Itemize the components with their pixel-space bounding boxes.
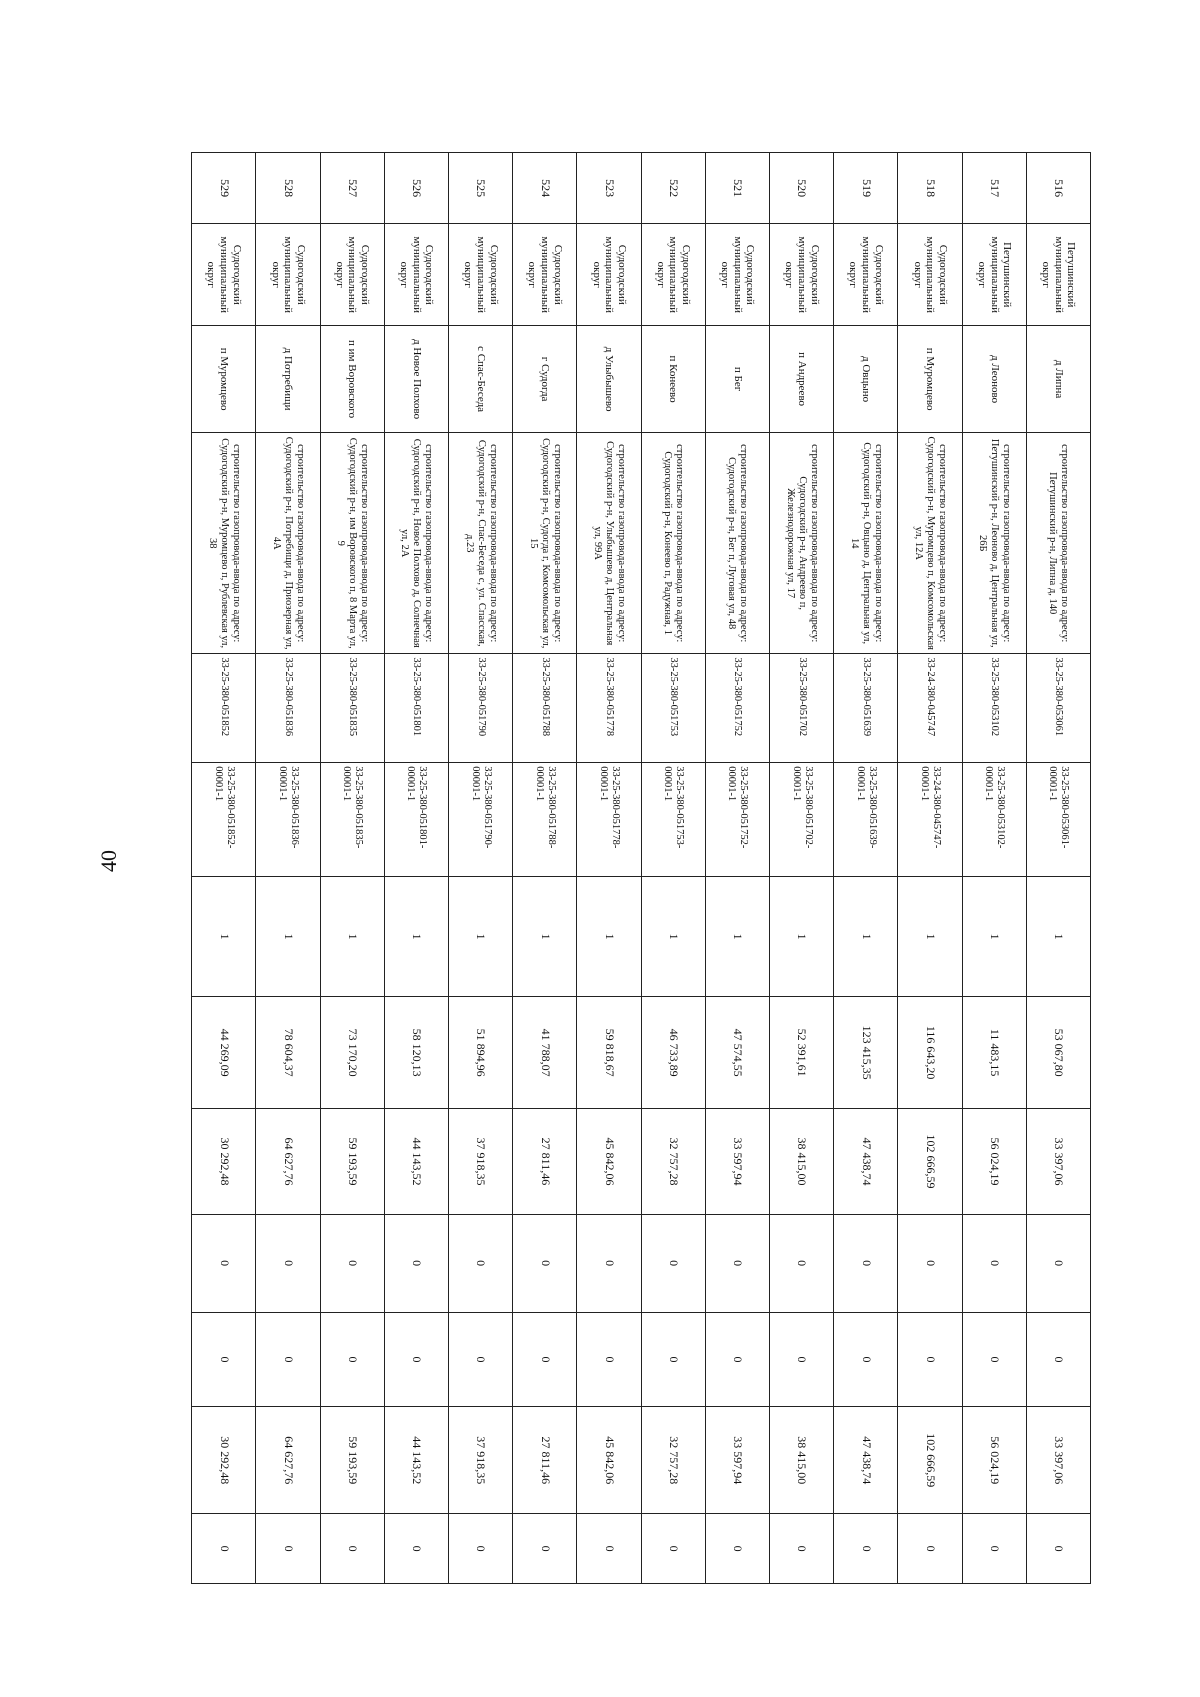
- settlement-cell: п Муромцево: [192, 326, 256, 433]
- description-cell: строительство газопровода-ввода по адресу: Судогодский р-н, Муромцево п, Комсомольская ул, 12А: [898, 433, 962, 654]
- object-id-cell: 33-25-380-051788-00001-1: [513, 763, 577, 877]
- table-row: [705, 153, 769, 1584]
- amount-2-cell: 102 666,59: [898, 1109, 962, 1214]
- table-row: [962, 153, 1026, 1584]
- amount-5-cell: 37 918,35: [448, 1407, 512, 1514]
- amount-3-cell: 0: [256, 1214, 320, 1312]
- amount-3-cell: 0: [384, 1214, 448, 1312]
- amount-1-cell: 58 120,13: [384, 996, 448, 1108]
- code-cell: 33-25-380-053102: [962, 654, 1026, 763]
- amount-2-cell: 30 292,48: [192, 1109, 256, 1214]
- amount-6-cell: 0: [834, 1514, 898, 1584]
- object-id-cell: 33-25-380-051639-00001-1: [834, 763, 898, 877]
- amount-4-cell: 0: [962, 1312, 1026, 1407]
- count-cell: 1: [769, 877, 833, 997]
- district-cell: Судогодский муниципальный округ: [834, 224, 898, 326]
- table-row: [320, 153, 384, 1584]
- count-cell: 1: [898, 877, 962, 997]
- table-row: [384, 153, 448, 1584]
- amount-1-cell: 11 483,15: [962, 996, 1026, 1108]
- settlement-cell: п им Воровского: [320, 326, 384, 433]
- row-number: 524: [513, 153, 577, 224]
- description-cell: строительство газопровода-ввода по адресу: Судогодский р-н, Потребищи д, Приозерная ул, 4А: [256, 433, 320, 654]
- description-cell: строительство газопровода-ввода по адресу: Судогодский р-н, Улыбышево д, Центральная ул, 99А: [577, 433, 641, 654]
- code-cell: 33-25-380-051752: [705, 654, 769, 763]
- amount-2-cell: 27 811,46: [513, 1109, 577, 1214]
- amount-5-cell: 47 438,74: [834, 1407, 898, 1514]
- count-cell: 1: [320, 877, 384, 997]
- amount-3-cell: 0: [898, 1214, 962, 1312]
- object-id-cell: 33-25-380-053102-00001-1: [962, 763, 1026, 877]
- amount-6-cell: 0: [641, 1514, 705, 1584]
- row-number: 523: [577, 153, 641, 224]
- object-id-cell: 33-25-380-051702-00001-1: [769, 763, 833, 877]
- object-id-cell: 33-25-380-051801-00001-1: [384, 763, 448, 877]
- count-cell: 1: [192, 877, 256, 997]
- row-number: 516: [1026, 153, 1090, 224]
- amount-5-cell: 27 811,46: [513, 1407, 577, 1514]
- amount-6-cell: 0: [769, 1514, 833, 1584]
- amount-1-cell: 53 067,80: [1026, 996, 1090, 1108]
- district-cell: Судогодский муниципальный округ: [641, 224, 705, 326]
- amount-2-cell: 33 397,06: [1026, 1109, 1090, 1214]
- code-cell: 33-25-380-051753: [641, 654, 705, 763]
- row-number: 519: [834, 153, 898, 224]
- amount-4-cell: 0: [384, 1312, 448, 1407]
- amount-4-cell: 0: [641, 1312, 705, 1407]
- amount-4-cell: 0: [898, 1312, 962, 1407]
- amount-5-cell: 45 842,06: [577, 1407, 641, 1514]
- table-row: [577, 153, 641, 1584]
- district-cell: Судогодский муниципальный округ: [769, 224, 833, 326]
- amount-6-cell: 0: [320, 1514, 384, 1584]
- table-row: [1026, 153, 1090, 1584]
- amount-5-cell: 44 143,52: [384, 1407, 448, 1514]
- amount-1-cell: 73 170,20: [320, 996, 384, 1108]
- amount-1-cell: 41 788,07: [513, 996, 577, 1108]
- description-cell: строительство газопровода-ввода по адресу: Петушинский р-н, Леоново д, Центральная ул, 26Б: [962, 433, 1026, 654]
- amount-6-cell: 0: [192, 1514, 256, 1584]
- count-cell: 1: [256, 877, 320, 997]
- amount-3-cell: 0: [448, 1214, 512, 1312]
- object-id-cell: 33-25-380-051752-00001-1: [705, 763, 769, 877]
- table-row: [769, 153, 833, 1584]
- description-cell: строительство газопровода-ввода по адресу: Судогодский р-н, Овцыно д, Центральная ул, 14: [834, 433, 898, 654]
- district-cell: Судогодский муниципальный округ: [256, 224, 320, 326]
- code-cell: 33-24-380-045747: [898, 654, 962, 763]
- amount-4-cell: 0: [1026, 1312, 1090, 1407]
- amount-3-cell: 0: [192, 1214, 256, 1312]
- amount-5-cell: 33 597,94: [705, 1407, 769, 1514]
- amount-5-cell: 32 757,28: [641, 1407, 705, 1514]
- amount-1-cell: 47 574,55: [705, 996, 769, 1108]
- code-cell: 33-25-380-051836: [256, 654, 320, 763]
- row-number: 518: [898, 153, 962, 224]
- settlement-cell: с Спас-Беседа: [448, 326, 512, 433]
- object-id-cell: 33-25-380-053061-00001-1: [1026, 763, 1090, 877]
- description-cell: строительство газопровода-ввода по адресу: Судогодский р-н, Андреево п, Железнодорожная ул, 17: [769, 433, 833, 654]
- amount-5-cell: 102 666,59: [898, 1407, 962, 1514]
- count-cell: 1: [1026, 877, 1090, 997]
- district-cell: Петушинский муниципальный округ: [962, 224, 1026, 326]
- amount-2-cell: 45 842,06: [577, 1109, 641, 1214]
- row-number: 529: [192, 153, 256, 224]
- amount-6-cell: 0: [705, 1514, 769, 1584]
- description-cell: строительство газопровода-ввода по адресу: Судогодский р-н, Муромцево п, Рублевская ул, 38: [192, 433, 256, 654]
- amount-6-cell: 0: [577, 1514, 641, 1584]
- amount-6-cell: 0: [898, 1514, 962, 1584]
- description-cell: строительство газопровода-ввода по адресу: Судогодский р-н, Бег п, Луговая ул, 48: [705, 433, 769, 654]
- count-cell: 1: [705, 877, 769, 997]
- code-cell: 33-25-380-051801: [384, 654, 448, 763]
- amount-3-cell: 0: [834, 1214, 898, 1312]
- settlement-cell: д Улыбышево: [577, 326, 641, 433]
- district-cell: Судогодский муниципальный округ: [577, 224, 641, 326]
- table-row: [448, 153, 512, 1584]
- code-cell: 33-25-380-053061: [1026, 654, 1090, 763]
- amount-3-cell: 0: [577, 1214, 641, 1312]
- settlement-cell: г Судогда: [513, 326, 577, 433]
- amount-1-cell: 52 391,61: [769, 996, 833, 1108]
- row-number: 521: [705, 153, 769, 224]
- district-cell: Судогодский муниципальный округ: [513, 224, 577, 326]
- code-cell: 33-25-380-051835: [320, 654, 384, 763]
- district-cell: Судогодский муниципальный округ: [448, 224, 512, 326]
- amount-4-cell: 0: [705, 1312, 769, 1407]
- object-id-cell: 33-25-380-051835-00001-1: [320, 763, 384, 877]
- page-number: 40: [96, 850, 121, 872]
- description-cell: строительство газопровода-ввода по адресу: Судогодский р-н, им Воровского п, 8 Марта ул, 9: [320, 433, 384, 654]
- description-cell: строительство газопровода-ввода по адресу: Судогодский р-н, Новое Полхово д, Солнечная ул, 2А: [384, 433, 448, 654]
- row-number: 522: [641, 153, 705, 224]
- amount-5-cell: 38 415,00: [769, 1407, 833, 1514]
- code-cell: 33-25-380-051788: [513, 654, 577, 763]
- amount-3-cell: 0: [641, 1214, 705, 1312]
- count-cell: 1: [834, 877, 898, 997]
- object-id-cell: 33-24-380-045747-00001-1: [898, 763, 962, 877]
- amount-6-cell: 0: [384, 1514, 448, 1584]
- amount-6-cell: 0: [962, 1514, 1026, 1584]
- amount-2-cell: 47 438,74: [834, 1109, 898, 1214]
- code-cell: 33-25-380-051790: [448, 654, 512, 763]
- amount-3-cell: 0: [769, 1214, 833, 1312]
- table-row: [192, 153, 256, 1584]
- table-row: [898, 153, 962, 1584]
- amount-4-cell: 0: [320, 1312, 384, 1407]
- amount-4-cell: 0: [513, 1312, 577, 1407]
- amount-1-cell: 78 604,37: [256, 996, 320, 1108]
- amount-4-cell: 0: [769, 1312, 833, 1407]
- amount-3-cell: 0: [705, 1214, 769, 1312]
- district-cell: Петушинский муниципальный округ: [1026, 224, 1090, 326]
- description-cell: строительство газопровода-ввода по адресу: Судогодский р-н, Спас-Беседа с, ул. Спасская, д.23: [448, 433, 512, 654]
- amount-4-cell: 0: [256, 1312, 320, 1407]
- row-number: 520: [769, 153, 833, 224]
- amount-1-cell: 59 818,67: [577, 996, 641, 1108]
- settlement-cell: п Бег: [705, 326, 769, 433]
- district-cell: Судогодский муниципальный округ: [192, 224, 256, 326]
- district-cell: Судогодский муниципальный округ: [384, 224, 448, 326]
- amount-5-cell: 33 397,06: [1026, 1407, 1090, 1514]
- amount-4-cell: 0: [577, 1312, 641, 1407]
- code-cell: 33-25-380-051702: [769, 654, 833, 763]
- settlement-cell: п Муромцево: [898, 326, 962, 433]
- count-cell: 1: [641, 877, 705, 997]
- amount-3-cell: 0: [320, 1214, 384, 1312]
- amount-2-cell: 37 918,35: [448, 1109, 512, 1214]
- amount-1-cell: 51 894,96: [448, 996, 512, 1108]
- row-number: 528: [256, 153, 320, 224]
- table-row: [834, 153, 898, 1584]
- amount-2-cell: 38 415,00: [769, 1109, 833, 1214]
- settlement-cell: д Овцыно: [834, 326, 898, 433]
- amount-2-cell: 32 757,28: [641, 1109, 705, 1214]
- row-number: 525: [448, 153, 512, 224]
- settlement-cell: д Потребищи: [256, 326, 320, 433]
- amount-6-cell: 0: [256, 1514, 320, 1584]
- count-cell: 1: [384, 877, 448, 997]
- row-number: 527: [320, 153, 384, 224]
- count-cell: 1: [513, 877, 577, 997]
- description-cell: строительство газопровода-ввода по адресу: Судогодский р-н, Конеево п, Радужная, 1: [641, 433, 705, 654]
- amount-5-cell: 64 627,76: [256, 1407, 320, 1514]
- code-cell: 33-25-380-051778: [577, 654, 641, 763]
- table-container: [191, 152, 1091, 1584]
- amount-3-cell: 0: [1026, 1214, 1090, 1312]
- amount-5-cell: 30 292,48: [192, 1407, 256, 1514]
- amount-2-cell: 56 024,19: [962, 1109, 1026, 1214]
- district-cell: Судогодский муниципальный округ: [320, 224, 384, 326]
- table-row: [256, 153, 320, 1584]
- amount-2-cell: 44 143,52: [384, 1109, 448, 1214]
- amount-4-cell: 0: [448, 1312, 512, 1407]
- district-cell: Судогодский муниципальный округ: [898, 224, 962, 326]
- amount-6-cell: 0: [448, 1514, 512, 1584]
- amount-4-cell: 0: [192, 1312, 256, 1407]
- row-number: 526: [384, 153, 448, 224]
- row-number: 517: [962, 153, 1026, 224]
- amount-1-cell: 44 269,09: [192, 996, 256, 1108]
- table-row: [513, 153, 577, 1584]
- description-cell: строительство газопровода-ввода по адресу: Петушинский р-н, Липна д, 140: [1026, 433, 1090, 654]
- settlement-cell: д Липна: [1026, 326, 1090, 433]
- object-id-cell: 33-25-380-051753-00001-1: [641, 763, 705, 877]
- code-cell: 33-25-380-051852: [192, 654, 256, 763]
- description-cell: строительство газопровода-ввода по адресу: Судогодский р-н, Судогда г, Комсомольская ул, 15: [513, 433, 577, 654]
- amount-5-cell: 59 193,59: [320, 1407, 384, 1514]
- settlement-cell: п Конеево: [641, 326, 705, 433]
- settlement-cell: п Андреево: [769, 326, 833, 433]
- object-id-cell: 33-25-380-051852-00001-1: [192, 763, 256, 877]
- amount-6-cell: 0: [1026, 1514, 1090, 1584]
- object-id-cell: 33-25-380-051778-00001-1: [577, 763, 641, 877]
- object-id-cell: 33-25-380-051790-00001-1: [448, 763, 512, 877]
- amount-3-cell: 0: [513, 1214, 577, 1312]
- amount-6-cell: 0: [513, 1514, 577, 1584]
- amount-1-cell: 116 643,20: [898, 996, 962, 1108]
- amount-2-cell: 64 627,76: [256, 1109, 320, 1214]
- object-id-cell: 33-25-380-051836-00001-1: [256, 763, 320, 877]
- table-row: [641, 153, 705, 1584]
- amount-1-cell: 123 415,35: [834, 996, 898, 1108]
- count-cell: 1: [448, 877, 512, 997]
- amount-3-cell: 0: [962, 1214, 1026, 1312]
- code-cell: 33-25-380-051639: [834, 654, 898, 763]
- amount-4-cell: 0: [834, 1312, 898, 1407]
- data-table: [191, 152, 1091, 1584]
- amount-1-cell: 46 733,89: [641, 996, 705, 1108]
- settlement-cell: д Леоново: [962, 326, 1026, 433]
- amount-2-cell: 59 193,59: [320, 1109, 384, 1214]
- district-cell: Судогодский муниципальный округ: [705, 224, 769, 326]
- count-cell: 1: [577, 877, 641, 997]
- amount-5-cell: 56 024,19: [962, 1407, 1026, 1514]
- amount-2-cell: 33 597,94: [705, 1109, 769, 1214]
- count-cell: 1: [962, 877, 1026, 997]
- settlement-cell: д Новое Полхово: [384, 326, 448, 433]
